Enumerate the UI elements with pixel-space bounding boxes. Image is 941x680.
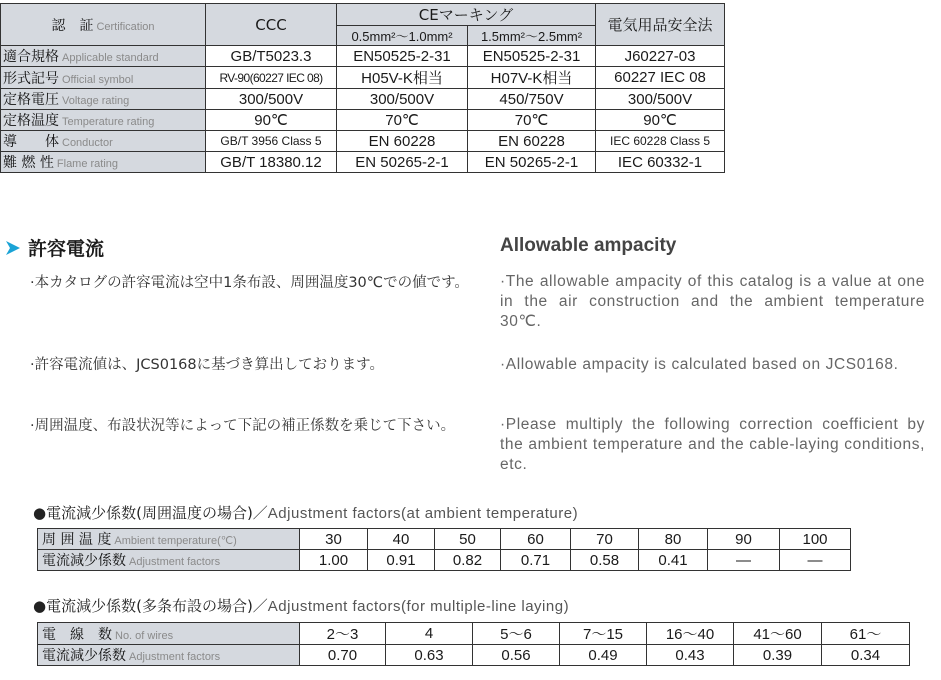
row-label-en: Voltage rating xyxy=(62,95,130,107)
wire-cell: 61～ xyxy=(822,623,910,645)
factor-cell: 0.82 xyxy=(435,550,501,571)
factor-cell: 1.00 xyxy=(300,550,368,571)
row-label-jp: 導 体 xyxy=(3,134,59,150)
row-label-en: Official symbol xyxy=(62,73,134,86)
table-row xyxy=(38,529,851,550)
factor-cell: 0.56 xyxy=(473,645,560,666)
wire-cell: 4 xyxy=(386,623,473,645)
cell-denki: 90℃ xyxy=(596,110,725,131)
factor-cell: — xyxy=(780,550,851,571)
factor-cell: 0.34 xyxy=(822,645,910,666)
cell-ce1: 70℃ xyxy=(337,110,468,131)
cell-ccc: GB/T5023.3 xyxy=(206,46,337,67)
cell-denki: 60227 IEC 08 xyxy=(596,67,725,89)
cell-ccc: RV-90(60227 IEC 08) xyxy=(206,67,337,89)
temp-cell: 60 xyxy=(501,529,571,550)
cell-ce2: H07V-K相当 xyxy=(468,67,596,89)
factor-cell: 0.58 xyxy=(571,550,639,571)
row-label-jp: 電流減少係数 xyxy=(42,553,126,569)
cell-ce2: 450/750V xyxy=(468,89,596,110)
temp-cell: 40 xyxy=(368,529,435,550)
para-jp-1: ·本カタログの許容電流は空中1条布設、周囲温度30℃での値です。 xyxy=(30,275,469,291)
cell-ce2: EN 60228 xyxy=(468,131,596,152)
table-row xyxy=(38,550,851,571)
cert-header-row xyxy=(1,4,725,26)
temp-cell: 90 xyxy=(708,529,780,550)
cell-ccc: GB/T 3956 Class 5 xyxy=(206,131,337,152)
temp-cell: 50 xyxy=(435,529,501,550)
table-row xyxy=(38,623,910,645)
certification-table xyxy=(0,3,725,173)
factor-cell: 0.43 xyxy=(647,645,734,666)
row-label xyxy=(38,529,300,550)
temp-cell: 70 xyxy=(571,529,639,550)
wire-cell: 5～6 xyxy=(473,623,560,645)
cert-header-label-en: Certification xyxy=(96,20,155,33)
cell-ce2: EN 50265-2-1 xyxy=(468,152,596,173)
para-jp-2: ·許容電流値は、JCS0168に基づき算出しております。 xyxy=(30,357,384,373)
cell-ce1: EN 50265-2-1 xyxy=(337,152,468,173)
row-label-jp: 定格電圧 xyxy=(3,92,59,108)
row-label-jp: 難 燃 性 xyxy=(3,155,54,171)
temp-table-title xyxy=(33,502,578,523)
cell-denki: 300/500V xyxy=(596,89,725,110)
arrow-right-icon xyxy=(4,240,24,256)
cell-ccc: 300/500V xyxy=(206,89,337,110)
temp-cell: 100 xyxy=(780,529,851,550)
row-label-en: Temperature rating xyxy=(62,116,155,128)
para-en-3: ·Please multiply the following correction coefficient by the ambient temperature and the cable-laying conditions, etc. xyxy=(500,416,925,473)
row-label xyxy=(38,645,300,666)
row-label-jp: 電 線 数 xyxy=(42,626,112,643)
cell-ccc: GB/T 18380.12 xyxy=(206,152,337,173)
temp-cell: 80 xyxy=(639,529,708,550)
temp-table-title-jp: ●電流減少係数(周囲温度の場合)／ xyxy=(33,504,268,522)
row-label-en: Adjustment factors xyxy=(129,651,221,663)
factor-cell: 0.71 xyxy=(501,550,571,571)
cert-header-label xyxy=(1,4,206,46)
row-label xyxy=(1,46,206,67)
row-label-en: Adjustment factors xyxy=(129,556,221,568)
cert-header-ccc: CCC xyxy=(206,4,337,46)
row-label xyxy=(1,152,206,173)
table-row xyxy=(1,131,725,152)
cert-header-label-jp: 認 証 xyxy=(51,17,94,34)
row-label-en: Applicable standard xyxy=(62,52,159,64)
row-label xyxy=(1,67,206,89)
table-row xyxy=(1,46,725,67)
row-label-jp: 電流減少係数 xyxy=(42,648,126,664)
cell-denki: IEC 60332-1 xyxy=(596,152,725,173)
row-label-en: Flame rating xyxy=(56,158,119,170)
table-row xyxy=(1,152,725,173)
cert-header-denki: 電気用品安全法 xyxy=(596,4,725,46)
section-heading-jp xyxy=(4,234,104,261)
cell-ccc: 90℃ xyxy=(206,110,337,131)
wire-table-title-en: Adjustment factors(for multiple-line laying) xyxy=(267,598,570,615)
section-title-en: Allowable ampacity xyxy=(500,235,677,256)
factor-cell: 0.49 xyxy=(560,645,647,666)
section-title-jp: 許容電流 xyxy=(28,238,105,260)
table-row xyxy=(1,67,725,89)
row-label xyxy=(1,131,206,152)
row-label xyxy=(1,89,206,110)
wire-cell: 2～3 xyxy=(300,623,386,645)
temp-cell: 30 xyxy=(300,529,368,550)
temperature-factor-table xyxy=(37,528,851,571)
row-label-jp: 周 囲 温 度 xyxy=(42,532,112,548)
cell-ce2: 70℃ xyxy=(468,110,596,131)
para-en-1: ·The allowable ampacity of this catalog is a value at one in the air construction and the ambient temperature 30℃. xyxy=(500,273,925,330)
para-en-2: ·Allowable ampacity is calculated based on JCS0168. xyxy=(500,356,899,373)
para-jp-3: ·周囲温度、布設状況等によって下記の補正係数を乗じて下さい。 xyxy=(30,418,456,434)
row-label-jp: 定格温度 xyxy=(3,113,59,129)
wire-table-title xyxy=(33,595,569,616)
row-label-en: No. of wires xyxy=(115,629,174,642)
row-label-jp: 形式記号 xyxy=(3,70,59,87)
factor-cell: 0.70 xyxy=(300,645,386,666)
cell-ce2: EN50525-2-31 xyxy=(468,46,596,67)
cell-denki: IEC 60228 Class 5 xyxy=(596,131,725,152)
cell-ce1: 300/500V xyxy=(337,89,468,110)
factor-cell: 0.63 xyxy=(386,645,473,666)
row-label xyxy=(38,623,300,645)
row-label-en: Ambient temperature(℃) xyxy=(114,535,237,547)
cell-ce1: EN50525-2-31 xyxy=(337,46,468,67)
row-label xyxy=(38,550,300,571)
table-row xyxy=(1,89,725,110)
wire-count-factor-table xyxy=(37,622,910,666)
table-row xyxy=(38,645,910,666)
wire-cell: 16～40 xyxy=(647,623,734,645)
row-label-jp: 適合規格 xyxy=(3,49,59,65)
wire-cell: 7～15 xyxy=(560,623,647,645)
cell-denki: J60227-03 xyxy=(596,46,725,67)
cert-header-ce: CEマーキング xyxy=(337,4,596,26)
factor-cell: 0.41 xyxy=(639,550,708,571)
wire-cell: 41～60 xyxy=(734,623,822,645)
row-label xyxy=(1,110,206,131)
cert-header-ce-sub1: 0.5mm²～1.0mm² xyxy=(337,26,468,46)
factor-cell: — xyxy=(708,550,780,571)
table-row xyxy=(1,110,725,131)
cell-ce1: EN 60228 xyxy=(337,131,468,152)
wire-table-title-jp: ●電流減少係数(多条布設の場合)／ xyxy=(33,597,268,615)
cert-header-ce-sub2: 1.5mm²～2.5mm² xyxy=(468,26,596,46)
row-label-en: Conductor xyxy=(62,137,113,149)
temp-table-title-en: Adjustment factors(at ambient temperature) xyxy=(267,505,579,522)
cell-ce1: H05V-K相当 xyxy=(337,67,468,89)
factor-cell: 0.91 xyxy=(368,550,435,571)
factor-cell: 0.39 xyxy=(734,645,822,666)
